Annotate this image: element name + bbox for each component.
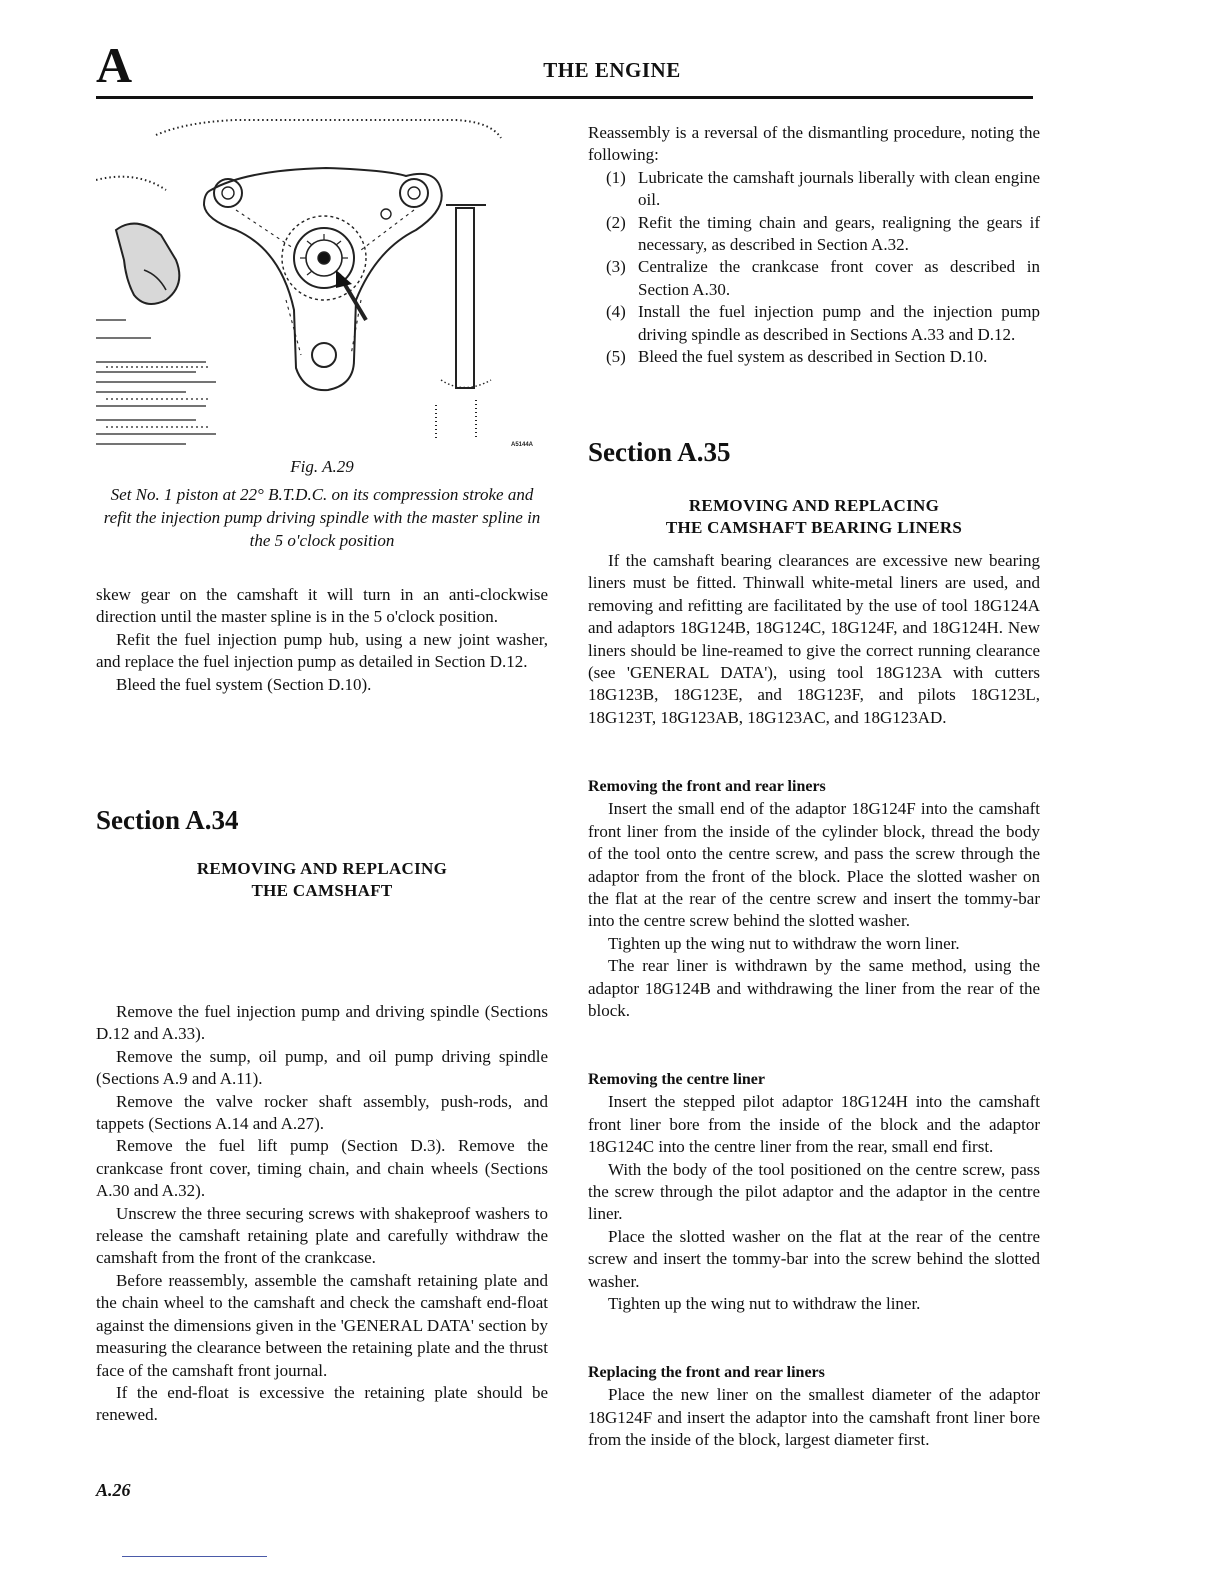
reassembly-block	[588, 122, 1040, 368]
step-text: Centralize the crankcase front cover as described in Section A.30.	[638, 257, 1040, 299]
sub-section-front-rear-removal	[588, 776, 1040, 1022]
sub-heading: Replacing the front and rear liners	[588, 1364, 825, 1381]
paragraph: skew gear on the camshaft it will turn in an anti-clockwise direction until the master spline is in the 5 o'clock position.	[96, 585, 548, 627]
page-title: THE ENGINE	[543, 58, 681, 82]
paragraph: With the body of the tool positioned on the centre screw, pass the screw through the pilot adaptor and the adaptor in the centre liner.	[588, 1159, 1040, 1224]
figure-code: A5144A	[511, 442, 534, 448]
section-letter: A	[96, 37, 133, 93]
paragraph: Insert the stepped pilot adaptor 18G124H into the camshaft front liner bore from the inside of the block and the adaptor 18G124C into the centre liner from the rear, small end first.	[588, 1092, 1040, 1157]
section-a35-intro	[588, 550, 1040, 729]
step-text: Install the fuel injection pump and the injection pump driving spindle as described in Sections A.33 and D.12.	[638, 302, 1040, 344]
paragraph: Remove the sump, oil pump, and oil pump driving spindle (Sections A.9 and A.11).	[96, 1046, 548, 1089]
paragraph: Place the new liner on the smallest diameter of the adaptor 18G124F and insert the adaptor into the camshaft front liner bore from the inside of the block, largest diameter first.	[588, 1385, 1040, 1450]
subtitle-line: THE CAMSHAFT	[251, 881, 393, 900]
list-item	[588, 346, 1040, 368]
paragraph: The rear liner is withdrawn by the same method, using the adaptor 18G124B and withdrawing the liner from the rear of the block.	[588, 956, 1040, 1021]
section-heading-a35: Section A.35	[588, 437, 731, 467]
step-number: (5)	[606, 347, 626, 367]
paragraph: If the end-float is excessive the retaining plate should be renewed.	[96, 1382, 548, 1425]
subtitle-line: REMOVING AND REPLACING	[196, 859, 448, 878]
paragraph: Insert the small end of the adaptor 18G124F into the camshaft front liner from the inside of the cylinder block, thread the body of the tool onto the centre screw, and pass the screw through the adaptor from the front of the block. Place the slotted washer on the flat at the rear of the centre screw and insert the tommy-bar into the centre screw behind the slotted washer.	[588, 799, 1040, 931]
section-heading-a34: Section A.34	[96, 805, 239, 835]
list-item	[588, 256, 1040, 301]
step-number: (2)	[606, 212, 626, 232]
section-subtitle-a34	[96, 858, 548, 902]
list-item	[588, 167, 1040, 212]
figure-label: Fig. A.29	[290, 457, 354, 476]
sub-section-centre-removal	[588, 1069, 1040, 1315]
list-item	[588, 212, 1040, 257]
paragraph: Unscrew the three securing screws with shakeproof washers to release the camshaft retaining plate and carefully withdraw the camshaft from the front of the crankcase.	[96, 1203, 548, 1268]
left-continuation	[96, 584, 548, 696]
reassembly-steps	[588, 167, 1040, 369]
footer-rule	[122, 1556, 267, 1557]
paragraph: Bleed the fuel system (Section D.10).	[116, 674, 372, 694]
paragraph: Remove the valve rocker shaft assembly, push-rods, and tappets (Sections A.14 and A.27).	[96, 1091, 548, 1134]
step-number: (3)	[606, 257, 626, 277]
subtitle-line: REMOVING AND REPLACING	[688, 496, 940, 515]
section-a34-body	[96, 1001, 548, 1427]
figure-caption: Set No. 1 piston at 22° B.T.D.C. on its compression stroke and refit the injection pump driving spindle with the master spline in the 5 o'clock position	[103, 485, 541, 550]
paragraph: Remove the fuel injection pump and driving spindle (Sections D.12 and A.33).	[96, 1002, 548, 1044]
section-subtitle-a35	[588, 495, 1040, 539]
paragraph: Remove the fuel lift pump (Section D.3). Remove the crankcase front cover, timing chain, and chain wheels (Sections A.30 and A.32).	[96, 1136, 548, 1201]
figure-illustration	[96, 110, 536, 450]
subtitle-line: THE CAMSHAFT BEARING LINERS	[665, 518, 963, 537]
sub-heading: Removing the centre liner	[588, 1071, 765, 1088]
step-number: (4)	[606, 302, 626, 322]
step-number: (1)	[606, 167, 626, 187]
sub-heading: Removing the front and rear liners	[588, 778, 826, 795]
sub-section-front-rear-replace	[588, 1362, 1040, 1452]
header-rule	[96, 96, 1033, 99]
paragraph: Refit the fuel injection pump hub, using a new joint washer, and replace the fuel injection pump as detailed in Section D.12.	[96, 629, 548, 672]
step-text: Bleed the fuel system as described in Section D.10.	[638, 347, 988, 367]
list-item	[588, 301, 1040, 346]
paragraph: Reassembly is a reversal of the dismantling procedure, noting the following:	[588, 123, 1040, 165]
paragraph: Tighten up the wing nut to withdraw the worn liner.	[608, 933, 960, 953]
page-number: A.26	[96, 1480, 131, 1500]
paragraph: Place the slotted washer on the flat at the rear of the centre screw and insert the tommy-bar into the screw behind the slotted washer.	[588, 1226, 1040, 1291]
step-text: Lubricate the camshaft journals liberally with clean engine oil.	[638, 167, 1040, 210]
paragraph: Tighten up the wing nut to withdraw the liner.	[608, 1294, 921, 1314]
step-text: Refit the timing chain and gears, realigning the gears if necessary, as described in Section A.32.	[638, 212, 1040, 255]
paragraph: Before reassembly, assemble the camshaft retaining plate and the chain wheel to the camshaft and check the camshaft end-float against the dimensions given in the 'GENERAL DATA' section by measuring the clearance between the retaining plate and the thrust face of the camshaft front journal.	[96, 1270, 548, 1380]
paragraph: If the camshaft bearing clearances are excessive new bearing liners must be fitted. Thinwall white-metal liners are used, and removing and refitting are facilitated by the use of tool 18G124A and adaptors 18G124B, 18G124C, 18G124F, and 18G124H. New liners should be line-reamed to give the correct running clearance (see 'GENERAL DATA'), using tool 18G123A with cutters 18G123B, 18G123E, and 18G123F, and pilots 18G123L, 18G123T, 18G123AB, 18G123AC, and 18G123AD.	[588, 551, 1040, 727]
